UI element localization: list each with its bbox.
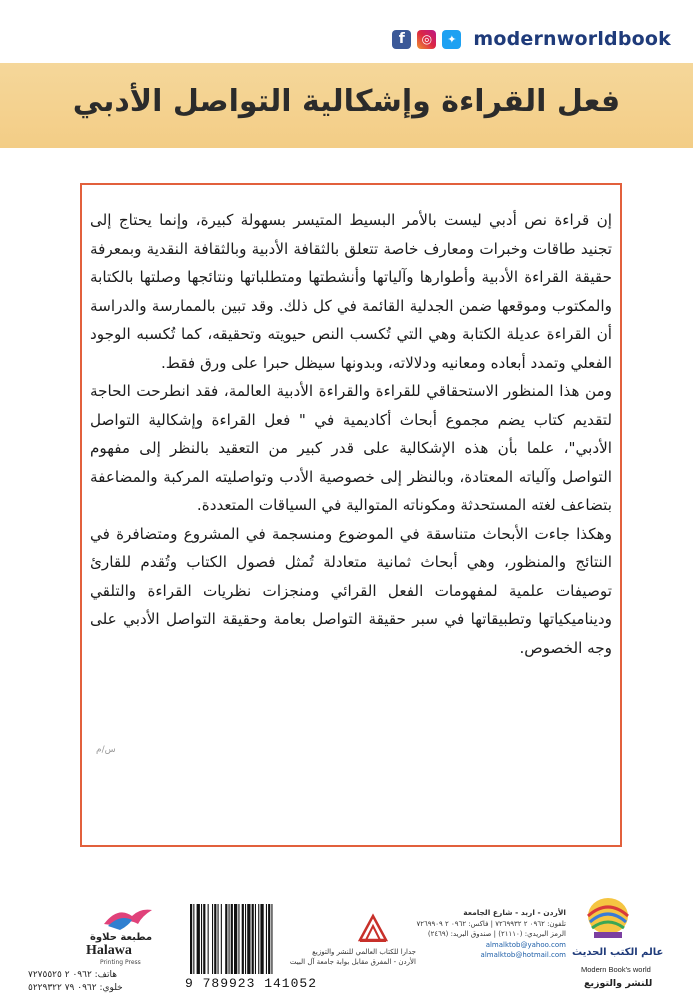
publisher-name-en: Modern Book's world bbox=[581, 965, 651, 974]
book-title: فعل القراءة وإشكالية التواصل الأدبي bbox=[72, 84, 621, 119]
distributor-logo-icon bbox=[356, 910, 390, 944]
twitter-icon: ✦ bbox=[442, 30, 461, 49]
distributor-name: جدارا للكتاب العالمي للنشر والتوزيع bbox=[312, 948, 416, 956]
printer-phone: هاتف: ٠٩٦٢ ٢ ٧٢٧٥٥٢٥ bbox=[28, 970, 117, 980]
distributor-address: الأردن - المفرق مقابل بوابة جامعة آل البيت bbox=[289, 958, 416, 966]
social-row bbox=[392, 22, 671, 56]
paragraph-2: ومن هذا المنظور الاستحقاقي للقراءة والقراءة الأدبية العالمة، فقد انطرحت الحاجة لتقديم كتاب يضم مجموع أبحاث أكاديمية في " فعل القراءة وإشكالية التواصل الأدبي"، علما بأن هذه الإشكالية على قدر كبير من التعقيد بالنظر إلى مفهوم التواصل وآلياته المعتادة، وبالنظر إلى خصوصية الأدب وتواصليته المركبة والمضاعفة بتضاعف لغته المستحدثة ومكوناته المتوالية في السياقات المتعددة. bbox=[90, 382, 612, 514]
paragraph-3: وهكذا جاءت الأبحاث متناسقة في الموضوع ومنسجمة في المشروع ومتضافرة في النتائج والمنظور، وهي أبحاث ثمانية متعادلة تُمثل فصول الكتاب وتُقدم للقارئ توصيفات علمية لمفهومات الفعل القرائي ومنجزات نظريات القراءة والتلقي وديناميكياتها وتطبيقاتها في سبر حقيقة التواصل بعامة وحقيقة التواصل الأدبي على وجه الخصوص. bbox=[90, 524, 612, 657]
site-name: modernworldbook bbox=[473, 28, 671, 50]
publisher-tagline: للنشر والتوزيع bbox=[584, 978, 653, 989]
isbn-number: 9 789923 141052 bbox=[184, 976, 318, 991]
publisher-name-ar: عالم الكتب الحديث bbox=[572, 947, 664, 958]
blurb-text bbox=[90, 206, 612, 662]
publisher-contact bbox=[416, 908, 566, 961]
contact-postal: الرمز البريدي: (٢١١١٠) | صندوق البريد: (٢٤٦٩) bbox=[427, 930, 566, 938]
facebook-icon: f bbox=[392, 30, 411, 49]
publisher-globe-logo-icon bbox=[580, 894, 636, 942]
contact-email-2: almalktob@hotmail.com bbox=[480, 951, 566, 959]
end-mark: س/م bbox=[96, 745, 116, 755]
contact-phone: تلفون: ٠٩٦٢ ٢ ٧٢٦٩٩٣٢ | فاكس: ٠٩٦٢ ٢ ٧٢٦٩٩٠٩ bbox=[416, 919, 566, 928]
printer-logo-icon bbox=[98, 902, 156, 932]
instagram-icon: ◎ bbox=[417, 30, 436, 49]
printer-name-ar: مطبعة حلاوة bbox=[90, 932, 153, 943]
printer-name-en: Halawa bbox=[86, 943, 132, 958]
contact-address: الأردن - اربد - شارع الجامعة bbox=[463, 908, 566, 917]
printer-mobile: خلوي: ٠٩٦٢ ٧٩ ٥٢٢٩٣٢٢ bbox=[28, 983, 123, 993]
footer bbox=[0, 880, 693, 1000]
printer-subtitle: Printing Press bbox=[100, 959, 141, 966]
contact-email-1: almalktob@yahoo.com bbox=[485, 940, 566, 949]
paragraph-1: إن قراءة نص أدبي ليست بالأمر البسيط المتيسر بسهولة كبيرة، وإنما يحتاج إلى تجنيد طاقات وخبرات ومعارف خاصة تتعلق بالثقافة الأدبية وبالثقافة النقدية وبمعرفة حقيقة القراءة الأدبية وأطوارها وآلياتها وأنشطتها ومتطلباتها ونتائجها وصلتها بالكتابة والمكتوب وموقعها ضمن الجدلية القائمة في كل ذلك. وقد تبين بالممارسة والدراسة أن القراءة عديلة الكتابة وهي التي تُكسب النص حيويته وتحقيقه، كما تُكسبه الوجود الفعلي وتمدد أبعاده ومعانيه ودلالاته، وبدونها سيظل حبرا على ورق فقط. bbox=[90, 211, 612, 372]
